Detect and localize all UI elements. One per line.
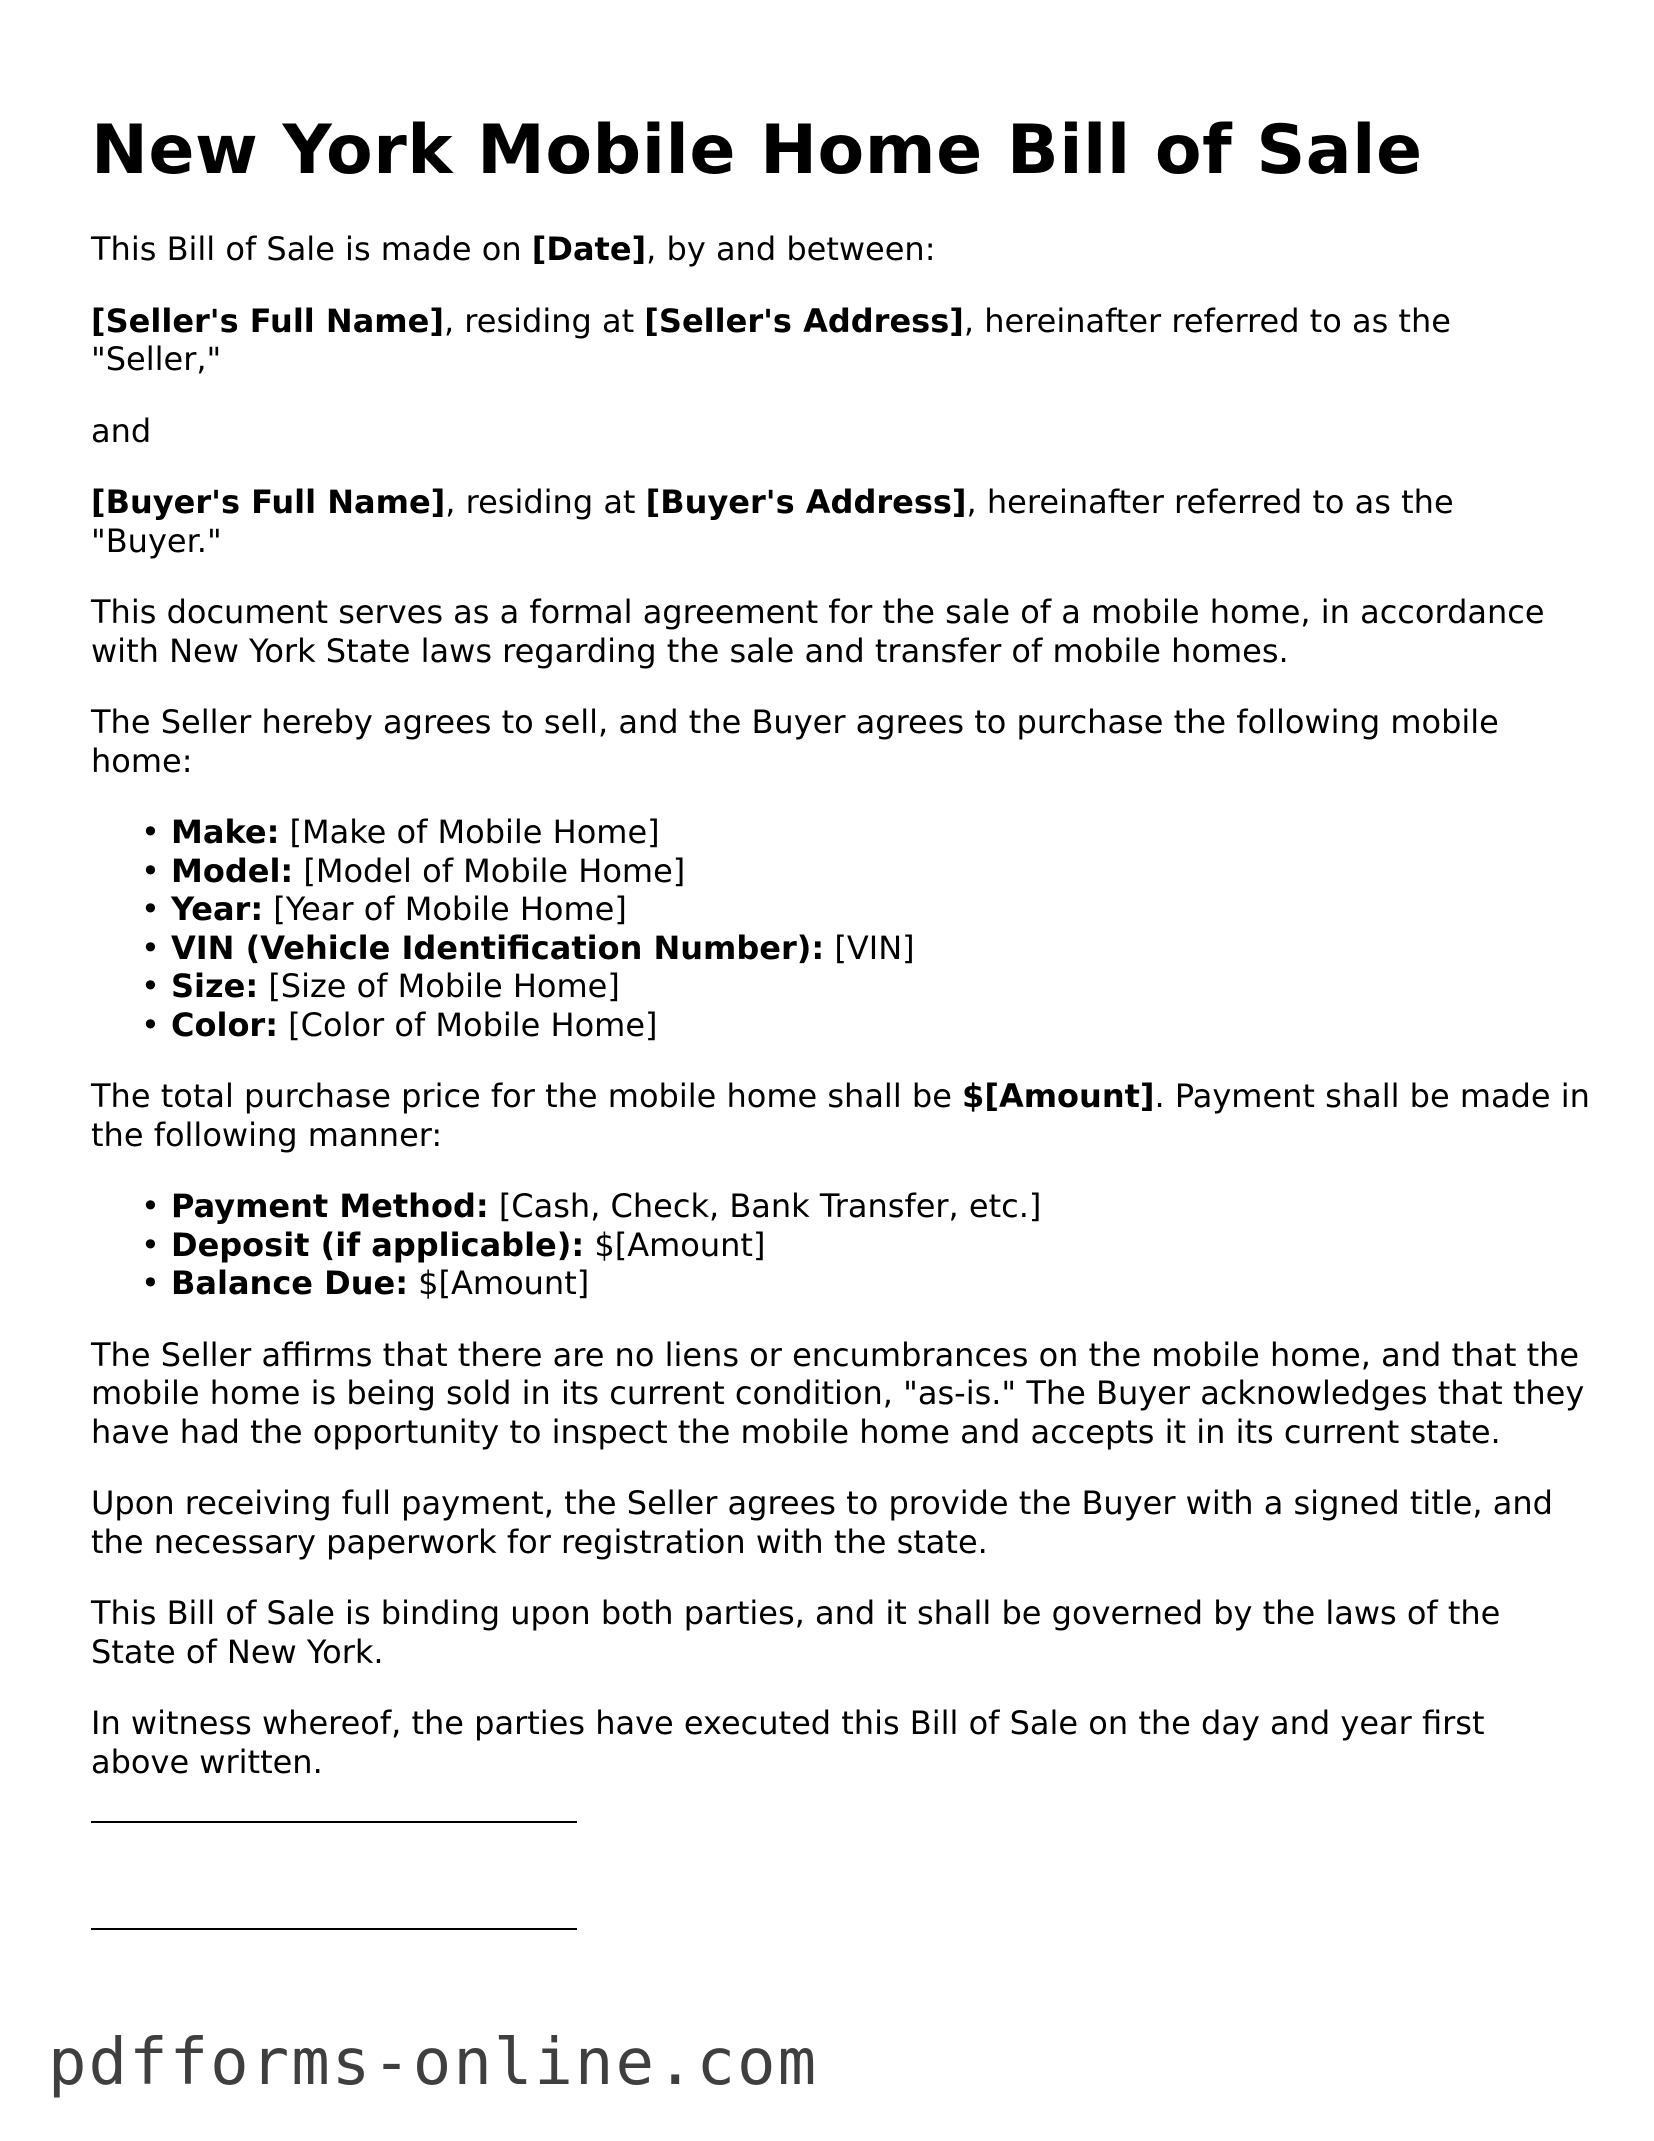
detail-value: [Color of Mobile Home] bbox=[278, 1005, 658, 1044]
watermark: pdfforms-online.com bbox=[48, 2026, 819, 2100]
detail-label: Deposit (if applicable): bbox=[171, 1225, 585, 1264]
title-transfer-paragraph: Upon receiving full payment, the Seller agrees to provide the Buyer with a signed title, and the necessary paperwork for registration with the state. bbox=[91, 1484, 1553, 1561]
price-text-end: . Payment shall be made in the following manner: bbox=[91, 1077, 1590, 1154]
seller-paragraph bbox=[91, 302, 1591, 379]
detail-value: [Cash, Check, Bank Transfer, etc.] bbox=[488, 1187, 1042, 1225]
detail-value: [Make of Mobile Home] bbox=[279, 813, 660, 851]
bullet-icon: • bbox=[141, 967, 160, 1005]
list-item bbox=[141, 1187, 1591, 1226]
bullet-icon: • bbox=[141, 1187, 160, 1225]
detail-value: $[Amount] bbox=[407, 1264, 590, 1302]
seller-text-end: , hereinafter referred to as the "Seller," bbox=[91, 301, 1451, 378]
detail-label: Payment Method: bbox=[171, 1187, 489, 1225]
and-paragraph: and bbox=[91, 411, 152, 450]
intro-text-end: , by and between: bbox=[646, 230, 936, 268]
buyer-address-placeholder: [Buyer's Address] bbox=[645, 483, 967, 521]
detail-value: [Model of Mobile Home] bbox=[293, 851, 686, 890]
intro-text: This Bill of Sale is made on bbox=[91, 230, 532, 268]
seller-name-placeholder: [Seller's Full Name] bbox=[91, 301, 444, 340]
detail-label: Make: bbox=[171, 813, 280, 851]
list-item bbox=[141, 1225, 1591, 1265]
detail-value: $[Amount] bbox=[584, 1225, 766, 1264]
buyer-signature-line bbox=[91, 1928, 577, 1930]
detail-label: Year: bbox=[171, 890, 264, 928]
amount-placeholder: $[Amount] bbox=[962, 1077, 1155, 1115]
seller-text: , residing at bbox=[443, 301, 645, 340]
list-item bbox=[141, 851, 1591, 891]
detail-label: Model: bbox=[171, 851, 294, 890]
seller-signature-line bbox=[91, 1821, 577, 1823]
list-item bbox=[141, 967, 1591, 1006]
bullet-icon: • bbox=[141, 1225, 160, 1264]
price-paragraph bbox=[91, 1077, 1591, 1154]
buyer-text-end: , hereinafter referred to as the "Buyer." bbox=[91, 483, 1454, 560]
document-page bbox=[91, 110, 1591, 1930]
list-item bbox=[141, 1005, 1591, 1045]
witness-paragraph: In witness whereof, the parties have executed this Bill of Sale on the day and year first above written. bbox=[91, 1704, 1485, 1781]
price-text: The total purchase price for the mobile home shall be bbox=[91, 1077, 963, 1115]
detail-label: VIN (Vehicle Identification Number): bbox=[171, 928, 825, 967]
seller-address-placeholder: [Seller's Address] bbox=[644, 301, 964, 340]
detail-value: [Size of Mobile Home] bbox=[258, 967, 620, 1005]
bullet-icon: • bbox=[141, 1005, 160, 1044]
bullet-icon: • bbox=[141, 890, 160, 928]
buyer-name-placeholder: [Buyer's Full Name] bbox=[91, 483, 446, 521]
detail-label: Balance Due: bbox=[171, 1264, 408, 1302]
buyer-paragraph bbox=[91, 483, 1591, 560]
detail-label: Size: bbox=[171, 967, 259, 1005]
bullet-icon: • bbox=[141, 1264, 160, 1302]
document-title: New York Mobile Home Bill of Sale bbox=[91, 111, 1423, 190]
bullet-icon: • bbox=[141, 928, 160, 967]
date-placeholder: [Date] bbox=[531, 230, 647, 268]
payment-details-list bbox=[91, 1187, 1591, 1303]
purpose-paragraph: This document serves as a formal agreement for the sale of a mobile home, in accordance with New York State laws regarding the sale and transfer of mobile homes. bbox=[91, 593, 1545, 670]
list-item bbox=[141, 813, 1591, 852]
intro-paragraph bbox=[91, 230, 1591, 269]
detail-label: Color: bbox=[171, 1005, 278, 1044]
bullet-icon: • bbox=[141, 851, 160, 890]
condition-paragraph: The Seller affirms that there are no liens or encumbrances on the mobile home, and that the mobile home is being sold in its current condition, "as-is." The Buyer acknowledges that they have had the opportunity to inspect the mobile home and accepts it in its current state. bbox=[91, 1335, 1585, 1451]
bullet-icon: • bbox=[141, 813, 160, 851]
home-details-list bbox=[91, 813, 1591, 1044]
list-item bbox=[141, 890, 1591, 929]
detail-value: [VIN] bbox=[824, 928, 915, 967]
list-item bbox=[141, 1264, 1591, 1303]
binding-paragraph: This Bill of Sale is binding upon both parties, and it shall be governed by the laws of the State of New York. bbox=[91, 1594, 1501, 1671]
agreement-paragraph: The Seller hereby agrees to sell, and the Buyer agrees to purchase the following mobile home: bbox=[91, 703, 1499, 780]
list-item bbox=[141, 928, 1591, 968]
detail-value: [Year of Mobile Home] bbox=[263, 890, 627, 928]
buyer-text: , residing at bbox=[445, 483, 646, 521]
